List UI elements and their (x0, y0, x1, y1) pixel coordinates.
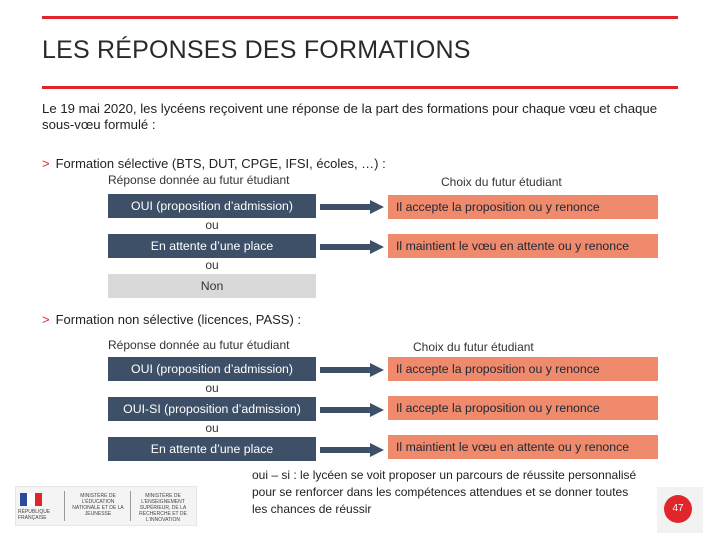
nonselective-left-header: Réponse donnée au futur étudiant (108, 338, 290, 352)
selective-choice-accept: Il accepte la proposition ou y renonce (388, 195, 658, 219)
right-arrow-icon (320, 403, 384, 417)
slide-title: LES RÉPONSES DES FORMATIONS (42, 36, 471, 64)
nonselective-response-attente: En attente d’une place (108, 437, 316, 461)
nonselective-choice-accept: Il accepte la proposition ou y renonce (388, 396, 658, 420)
logo-ministry-education: MINISTÈRE DE L’ÉDUCATION NATIONALE ET DE LA JEUNESSE (72, 493, 124, 517)
oui-si-footnote: oui – si : le lycéen se voit proposer un parcours de réussite personnalisé pour se renforcer dans les compétences attendues et se donner toutes les chances de réussir (252, 468, 637, 516)
separator-ou: ou (205, 218, 219, 232)
right-arrow-icon (320, 443, 384, 457)
selective-response-non: Non (108, 274, 316, 298)
logo-ministry-research: MINISTÈRE DE L’ENSEIGNEMENT SUPÉRIEUR, DE LA RECHERCHE ET DE L’INNOVATION (139, 493, 187, 523)
logo-separator (130, 491, 131, 521)
right-arrow-icon (320, 363, 384, 377)
logo-republic-text: RÉPUBLIQUE FRANÇAISE (18, 509, 51, 521)
page-number: 47 (664, 495, 692, 523)
section-selective-heading: Formation sélective (BTS, DUT, CPGE, IFSI, écoles, …) : (55, 156, 386, 171)
page-number-box (657, 487, 703, 533)
nonselective-choice-maintain: Il maintient le vœu en attente ou y renonce (388, 435, 658, 459)
ministry-logo (15, 486, 197, 526)
nonselective-right-header: Choix du futur étudiant (413, 340, 534, 354)
nonselective-response-oui: OUI (proposition d’admission) (108, 357, 316, 381)
right-arrow-icon (320, 240, 384, 254)
selective-response-attente: En attente d’une place (108, 234, 316, 258)
intro-text: Le 19 mai 2020, les lycéens reçoivent une réponse de la part des formations pour chaque vœu et chaque sous-vœu formulé : (42, 101, 658, 132)
selective-choice-maintain: Il maintient le vœu en attente ou y renonce (388, 234, 658, 258)
selective-response-oui: OUI (proposition d’admission) (108, 194, 316, 218)
right-arrow-icon (320, 200, 384, 214)
section-nonselective (42, 312, 301, 327)
separator-ou: ou (205, 381, 219, 395)
nonselective-choice-accept: Il accepte la proposition ou y renonce (388, 357, 658, 381)
chevron-right-icon: > (42, 156, 50, 171)
section-nonselective-heading: Formation non sélective (licences, PASS) : (55, 312, 302, 327)
separator-ou: ou (205, 421, 219, 435)
logo-separator (64, 491, 65, 521)
chevron-right-icon: > (42, 312, 50, 327)
section-selective (42, 156, 386, 171)
top-rule (42, 16, 678, 19)
title-rule (42, 86, 678, 89)
french-flag-icon (20, 493, 42, 506)
selective-left-header: Réponse donnée au futur étudiant (108, 173, 290, 187)
selective-right-header: Choix du futur étudiant (441, 175, 562, 189)
separator-ou: ou (205, 258, 219, 272)
nonselective-response-oui-si: OUI-SI (proposition d’admission) (108, 397, 316, 421)
